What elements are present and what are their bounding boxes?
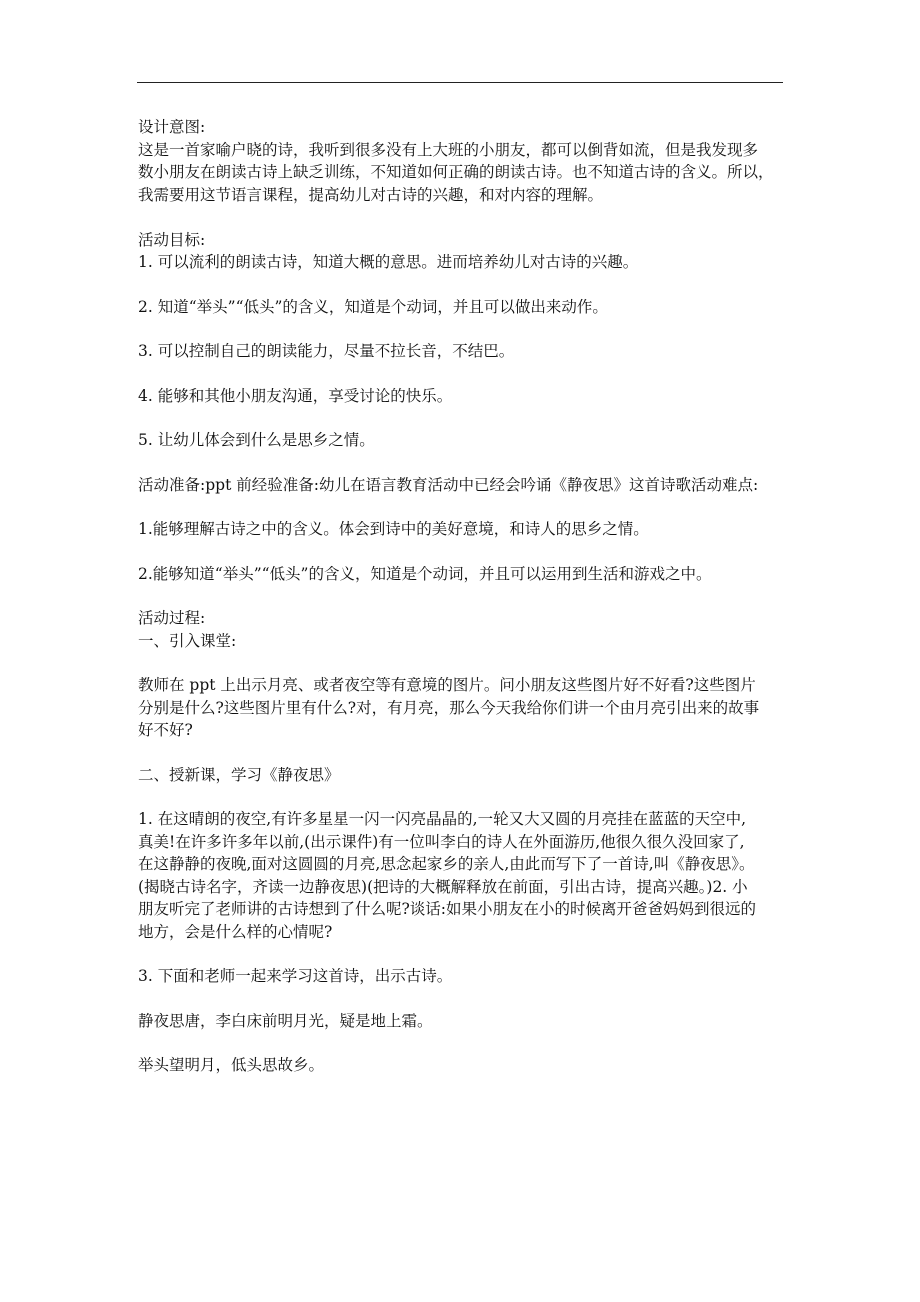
- text-line: 1. 在这晴朗的夜空,有许多星星一闪一闪亮晶晶的,一轮又大又圆的月亮挂在蓝蓝的天空中,: [138, 810, 746, 828]
- goal-item-1: 1. 可以流利的朗读古诗，知道大概的意思。进而培养幼儿对古诗的兴趣。: [138, 253, 639, 271]
- step2-heading: 二、授新课，学习《静夜思》: [138, 765, 340, 784]
- difficulty-item-1: 1.能够理解古诗之中的含义。体会到诗中的美好意境，和诗人的思乡之情。: [138, 520, 649, 538]
- text-line: (揭晓古诗名字，齐读一边静夜思)(把诗的大概解释放在前面，引出古诗，提高兴趣。)2. 小: [138, 877, 748, 896]
- text-line: 这是一首家喻户晓的诗，我听到很多没有上大班的小朋友，都可以倒背如流，但是我发现多: [138, 140, 759, 159]
- step2-paragraph-1: [138, 808, 786, 943]
- step1-heading: 一、引入课堂:: [138, 631, 237, 650]
- poem-line-2: 举头望明月，低头思故乡。: [138, 1056, 325, 1074]
- goal-item-5: 5. 让幼儿体会到什么是思乡之情。: [138, 431, 375, 449]
- text-line: 真美!在许多许多年以前,(出示课件)有一位叫李白的诗人在外面游历,他很久很久没回家了,: [138, 832, 745, 851]
- step1-paragraph: [138, 674, 786, 742]
- text-line: 数小朋友在朗读古诗上缺乏训练，不知道如何正确的朗读古诗。也不知道古诗的含义。所以，: [138, 163, 774, 181]
- preparation-line: 活动准备:ppt 前经验准备:幼儿在语言教育活动中已经会吟诵《静夜思》这首诗歌活动难点:: [138, 475, 759, 494]
- step2-paragraph-3: 3. 下面和老师一起来学习这首诗，出示古诗。: [138, 967, 453, 985]
- process-heading: 活动过程:: [138, 609, 206, 627]
- text-line: 朋友听完了老师讲的古诗想到了什么呢?谈话:如果小朋友在小的时候离开爸爸妈妈到很远的: [138, 900, 757, 918]
- document-body: [138, 116, 786, 1077]
- header-rule: [137, 82, 783, 83]
- text-line: 在这静静的夜晚,面对这圆圆的月亮,思念起家乡的亲人,由此而写下了一首诗,叫《静夜思》。: [138, 855, 755, 873]
- design-intent-heading: 设计意图:: [138, 118, 206, 136]
- text-line: 我需要用这节语言课程，提高幼儿对古诗的兴趣，和对内容的理解。: [138, 185, 604, 204]
- goal-item-2: 2. 知道“举头”“低头”的含义，知道是个动词，并且可以做出来动作。: [138, 297, 608, 316]
- text-line: 地方，会是什么样的心情呢?: [138, 922, 333, 941]
- goal-item-4: 4. 能够和其他小朋友沟通，享受讨论的快乐。: [138, 386, 453, 405]
- text-line: 好不好?: [138, 721, 193, 739]
- difficulty-item-2: 2.能够知道“举头”“低头”的含义，知道是个动词，并且可以运用到生活和游戏之中。: [138, 564, 712, 583]
- poem-line-1: 静夜思唐，李白床前明月光，疑是地上霜。: [138, 1011, 433, 1030]
- text-line: 教师在 ppt 上出示月亮、或者夜空等有意境的图片。问小朋友这些图片好不好看?这些图片: [138, 676, 756, 694]
- text-line: 分别是什么?这些图片里有什么?对，有月亮，那么今天我给你们讲一个由月亮引出来的故事: [138, 698, 760, 717]
- goal-item-3: 3. 可以控制自己的朗读能力，尽量不拉长音，不结巴。: [138, 342, 515, 360]
- goals-heading: 活动目标:: [138, 230, 206, 249]
- design-intent-paragraph: [138, 139, 786, 207]
